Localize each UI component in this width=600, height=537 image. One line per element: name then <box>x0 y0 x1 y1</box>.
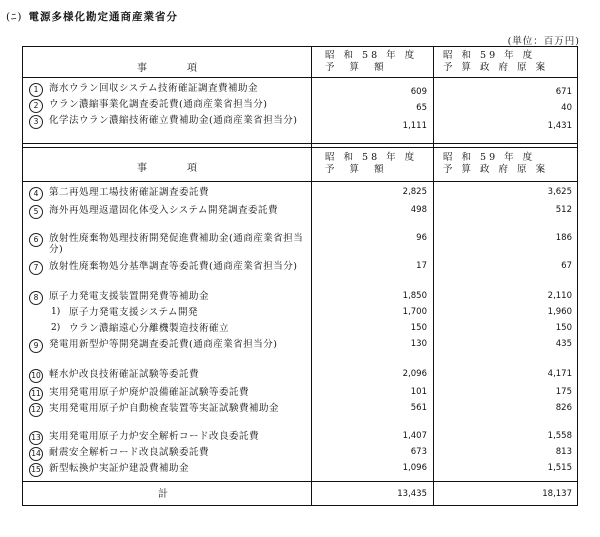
total-label: 計 <box>158 489 176 500</box>
row-value-fy59: 813 <box>555 447 572 457</box>
row-value-fy59: 175 <box>555 387 572 397</box>
row-value-fy59: 2,110 <box>547 291 572 301</box>
row-number: 10 <box>29 369 43 383</box>
row-value-fy59: 4,171 <box>547 369 572 379</box>
header-fy58-line1: 昭 和 58 年 度 <box>325 50 418 61</box>
total-fy58: 13,435 <box>397 489 427 499</box>
header-fy59-line1: 昭 和 59 年 度 <box>443 152 536 163</box>
row-label: 新型転換炉実証炉建設費補助金 <box>49 463 190 474</box>
row-value-fy59: 826 <box>555 403 572 413</box>
header-fy59-line1: 昭 和 59 年 度 <box>443 50 536 61</box>
row-label: 放射性廃棄物処理技術開発促進費補助金(通商産業省担当分) <box>49 233 304 255</box>
row-label: 放射性廃棄物処分基準調査等委託費(通商産業省担当分) <box>49 261 298 272</box>
row-label: 発電用新型炉等開発調査委託費(通商産業省担当分) <box>49 339 278 350</box>
total-rule <box>23 481 577 482</box>
header-fy58-line1: 昭 和 58 年 度 <box>325 152 418 163</box>
row-number: 1) <box>51 307 61 317</box>
header-fy58-line2: 予 算 額 <box>325 164 387 175</box>
row-value-fy58: 609 <box>410 87 427 97</box>
row-label: 実用発電用原子力炉安全解析コード改良委託費 <box>49 431 260 442</box>
row-label: 海水ウラン回収システム技術確証調査費補助金 <box>49 83 259 94</box>
row-value-fy59: 1,558 <box>547 431 572 441</box>
row-value-fy58: 498 <box>410 205 427 215</box>
row-number: 8 <box>29 291 43 305</box>
row-label: ウラン濃縮遠心分離機製造技術確立 <box>69 323 230 334</box>
row-value-fy58: 1,850 <box>402 291 427 301</box>
row-number: 9 <box>29 339 43 353</box>
row-number: 14 <box>29 447 43 461</box>
row-label: 実用発電用原子炉自動検査装置等実証試験費補助金 <box>49 403 280 414</box>
row-number: 12 <box>29 403 43 417</box>
row-label: 耐震安全解析コード改良試験委託費 <box>49 447 210 458</box>
row-value-fy59: 1,431 <box>547 121 572 131</box>
row-number: 7 <box>29 261 43 275</box>
row-label: ウラン濃縮事業化調査委託費(通商産業省担当分) <box>49 99 268 110</box>
total-fy59: 18,137 <box>542 489 572 499</box>
row-number: 5 <box>29 205 43 219</box>
unit-note: (単位：百万円) <box>507 36 580 47</box>
row-value-fy58: 561 <box>410 403 427 413</box>
row-number: 2) <box>51 323 61 333</box>
row-label: 原子力発電支援システム開発 <box>69 307 199 318</box>
row-value-fy59: 150 <box>555 323 572 333</box>
section-divider <box>23 143 577 148</box>
column-divider <box>311 47 312 505</box>
row-label: 実用発電用原子炉廃炉設備確証試験等委託費 <box>49 387 250 398</box>
row-value-fy58: 65 <box>416 103 427 113</box>
row-number: 13 <box>29 431 43 445</box>
column-divider <box>433 47 434 505</box>
row-number: 4 <box>29 187 43 201</box>
header-item: 事項 <box>137 163 237 174</box>
header-fy59-line2: 予 算 政 府 原 案 <box>443 62 549 73</box>
row-value-fy58: 2,825 <box>402 187 427 197</box>
row-value-fy59: 435 <box>555 339 572 349</box>
row-value-fy58: 96 <box>416 233 427 243</box>
row-value-fy59: 67 <box>561 261 572 271</box>
row-value-fy59: 186 <box>555 233 572 243</box>
row-value-fy58: 2,096 <box>402 369 427 379</box>
row-number: 2 <box>29 99 43 113</box>
row-label: 海外再処理返還固化体受入システム開発調査委託費 <box>49 205 279 216</box>
row-value-fy59: 1,960 <box>547 307 572 317</box>
row-value-fy59: 512 <box>555 205 572 215</box>
row-value-fy58: 101 <box>410 387 427 397</box>
heading-title: 電源多様化勘定通商産業省分 <box>28 11 178 23</box>
budget-table <box>22 46 578 506</box>
row-number: 6 <box>29 233 43 247</box>
row-value-fy58: 1,700 <box>402 307 427 317</box>
row-number: 11 <box>29 387 43 401</box>
row-label: 第二再処理工場技術確証調査委託費 <box>49 187 210 198</box>
header-fy58-line2: 予 算 額 <box>325 62 387 73</box>
row-value-fy58: 1,111 <box>402 121 427 131</box>
row-number: 1 <box>29 83 43 97</box>
row-number: 3 <box>29 115 43 129</box>
heading-marker: (ﾆ) <box>6 11 23 23</box>
row-value-fy58: 150 <box>410 323 427 333</box>
row-label: 化学法ウラン濃縮技術確立費補助金(通商産業省担当分) <box>49 115 298 126</box>
row-value-fy59: 671 <box>555 87 572 97</box>
row-number: 15 <box>29 463 43 477</box>
row-value-fy58: 17 <box>416 261 427 271</box>
section-heading <box>6 9 178 24</box>
row-value-fy59: 40 <box>561 103 572 113</box>
row-value-fy59: 1,515 <box>547 463 572 473</box>
header-rule <box>23 77 577 78</box>
row-value-fy58: 1,407 <box>402 431 427 441</box>
row-label: 軽水炉改良技術確証試験等委託費 <box>49 369 200 380</box>
row-value-fy58: 673 <box>410 447 427 457</box>
header-fy59-line2: 予 算 政 府 原 案 <box>443 164 549 175</box>
header-rule <box>23 181 577 182</box>
row-value-fy58: 130 <box>410 339 427 349</box>
row-label: 原子力発電支援装置開発費等補助金 <box>49 291 210 302</box>
row-value-fy59: 3,625 <box>547 187 572 197</box>
header-item: 事項 <box>137 63 237 74</box>
row-value-fy58: 1,096 <box>402 463 427 473</box>
